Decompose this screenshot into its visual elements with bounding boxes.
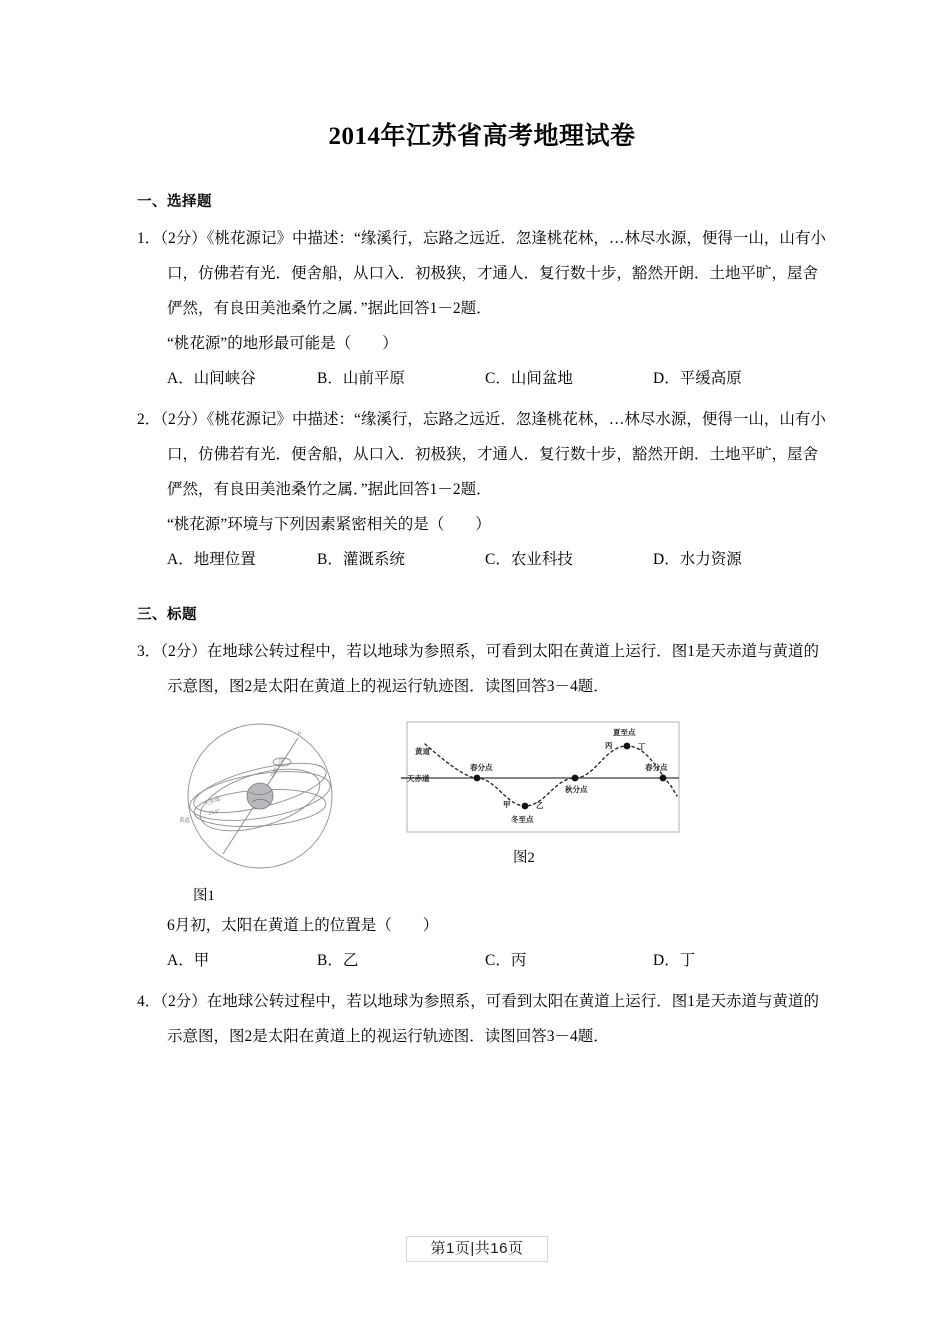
question-number: 2． — [137, 411, 161, 428]
page-footer: 第1页|共16页 — [406, 1236, 548, 1262]
question-item — [137, 215, 827, 396]
question-prompt: “桃花源”环境与下列因素紧密相关的是（ ） — [167, 516, 491, 533]
fig1-label-ecliptic: 黄道 — [179, 818, 191, 824]
question-stem-line — [137, 984, 827, 1054]
figure-2 — [395, 718, 685, 876]
page-content — [137, 0, 827, 1054]
fig2-label-winter-solstice: 冬至点 — [511, 815, 534, 824]
section-heading-2: 三、标题 — [137, 607, 197, 623]
fig2-label-bing: 丙 — [605, 741, 613, 750]
fig2-label-ecliptic: 黄道 — [415, 747, 430, 756]
question-number: 3． — [137, 643, 161, 660]
question-prompt: “桃花源”的地形最可能是（ ） — [167, 335, 398, 352]
figure-1-caption: 图1 — [193, 888, 215, 904]
fig2-label-ding: 丁 — [638, 742, 646, 751]
question-stem-text: 《桃花源记》中描述：“缘溪行，忘路之远近．忽逢桃花林，…林尽水源，便得一山，山有小口，仿佛若有光．便舍船，从口入．初极狭，才通人．复行数十步，豁然开朗．土地平旷，屋舍俨然，有良田美池桑竹之属．”据此回答1－2题． — [167, 230, 826, 317]
question-stem-line — [137, 221, 827, 326]
fig2-label-yi: 乙 — [536, 801, 544, 810]
ecliptic-path-diagram — [395, 718, 681, 840]
fig2-label-jia: 甲 — [503, 800, 511, 809]
section-heading-1: 一、选择题 — [137, 194, 212, 210]
question-item — [137, 978, 827, 1054]
question-prompt: 6月初，太阳在黄道上的位置是（ ） — [167, 917, 439, 934]
option-b[interactable]: B．山前平原 — [317, 370, 405, 387]
question-score: （2分） — [160, 230, 207, 247]
option-c[interactable]: C．山间盆地 — [485, 370, 573, 387]
figure-2-caption: 图2 — [513, 850, 535, 866]
option-b[interactable]: B．灌溉系统 — [317, 551, 405, 568]
question-score: （2分） — [160, 993, 207, 1010]
fig1-label-pole: P — [298, 732, 301, 737]
option-a[interactable]: A．地理位置 — [167, 551, 256, 568]
option-c[interactable]: C．丙 — [485, 952, 527, 969]
option-a[interactable]: A．山间峡谷 — [167, 370, 256, 387]
question-stem-line — [137, 402, 827, 507]
option-d[interactable]: D．丁 — [653, 952, 696, 969]
point-autumn-equinox — [572, 775, 579, 782]
fig2-label-celestial-equator: 天赤道 — [407, 774, 430, 783]
option-b[interactable]: B．乙 — [317, 952, 359, 969]
fig2-label-autumn-equinox: 秋分点 — [565, 785, 588, 794]
question-options — [137, 943, 827, 978]
question-stem-text: 《桃花源记》中描述：“缘溪行，忘路之远近．忽逢桃花林，…林尽水源，便得一山，山有小口，仿佛若有光．便舍船，从口入．初极狭，才通人．复行数十步，豁然开朗．土地平旷，屋舍俨然，有良田美池桑竹之属．”据此回答1－2题． — [167, 411, 826, 498]
question-score: （2分） — [160, 411, 207, 428]
question-stem-line — [137, 634, 827, 704]
option-a[interactable]: A．甲 — [167, 952, 210, 969]
question-stem-text: 在地球公转过程中，若以地球为参照系，可看到太阳在黄道上运行．图1是天赤道与黄道的示意图，图2是太阳在黄道上的视运行轨迹图．读图回答3－4题． — [167, 643, 820, 695]
question-number: 4． — [137, 993, 161, 1010]
fig1-label-rotation: 自转方向 — [269, 757, 287, 780]
page-title: 2014年江苏省高考地理试卷 — [328, 123, 636, 150]
figure-group — [137, 718, 827, 908]
fig2-label-vernal-equinox-1: 春分点 — [470, 763, 493, 772]
fig1-label-celestial-equator: 天赤道 — [203, 796, 222, 808]
celestial-sphere-diagram — [165, 718, 355, 878]
fig2-label-vernal-equinox-2: 春分点 — [645, 763, 668, 772]
question-number: 1． — [137, 230, 161, 247]
question-score: （2分） — [160, 643, 207, 660]
figure-1 — [165, 718, 355, 914]
question-item — [137, 628, 827, 978]
question-options — [137, 361, 827, 396]
point-vernal-equinox-2 — [660, 775, 667, 782]
question-item — [137, 396, 827, 577]
option-d[interactable]: D．平缓高原 — [653, 370, 742, 387]
fig2-label-summer-solstice: 夏至点 — [613, 728, 636, 737]
option-d[interactable]: D．水力资源 — [653, 551, 742, 568]
fig1-label-tilt: 23.5° — [208, 808, 221, 817]
point-vernal-equinox-1 — [474, 775, 481, 782]
point-summer-solstice — [624, 743, 631, 750]
option-c[interactable]: C．农业科技 — [485, 551, 573, 568]
question-options — [137, 542, 827, 577]
point-winter-solstice — [522, 803, 529, 810]
question-stem-text: 在地球公转过程中，若以地球为参照系，可看到太阳在黄道上运行．图1是天赤道与黄道的示意图，图2是太阳在黄道上的视运行轨迹图．读图回答3－4题． — [167, 993, 820, 1045]
